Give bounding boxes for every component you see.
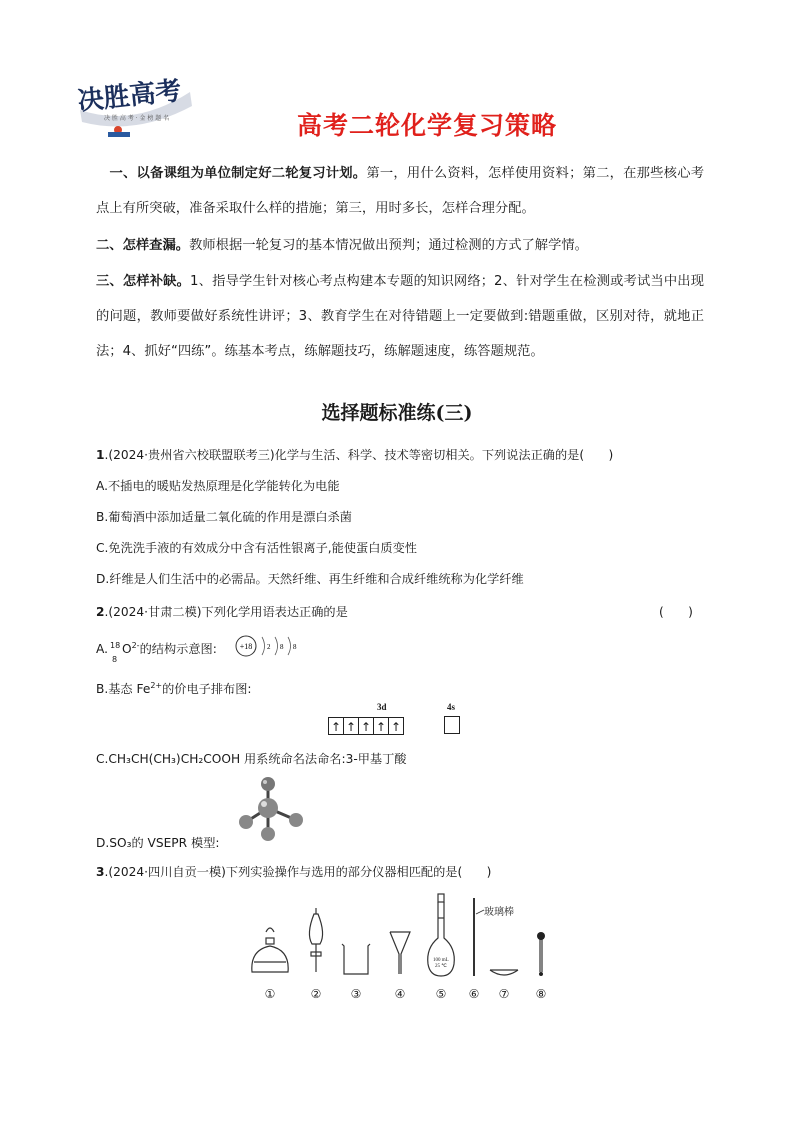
apparatus-number-2: ②	[310, 987, 322, 1001]
shell-3-electrons: 8	[293, 643, 297, 651]
apparatus-number-6: ⑥	[468, 987, 480, 1001]
orbital-box: ↑	[388, 717, 404, 735]
apparatus-number-4: ④	[394, 987, 406, 1001]
glass-rod-label: 玻璃棒	[484, 907, 514, 918]
beaker-icon	[342, 944, 370, 974]
shell-2-electrons: 8	[280, 643, 284, 651]
orbital-box: ↑	[328, 717, 344, 735]
orbital-box: ↑	[373, 717, 389, 735]
funnel-icon	[390, 932, 410, 974]
flask-temp-label: 25 ℃	[435, 964, 447, 969]
orbital-box: ↑	[343, 717, 359, 735]
strategy-paragraph-2: 二、怎样查漏。教师根据一轮复习的基本情况做出预判；通过检测的方式了解学情。	[96, 238, 588, 253]
flask-volume-label: 100 mL	[433, 958, 449, 963]
evaporating-dish-icon	[490, 970, 518, 975]
atomic-structure-diagram	[234, 634, 306, 662]
section-title: 选择题标准练(三)	[321, 402, 473, 424]
apparatus-number-7: ⑦	[498, 987, 510, 1001]
apparatus-number-1: ①	[264, 987, 276, 1001]
lab-apparatus-figure	[244, 888, 554, 1008]
glass-rod-icon	[474, 898, 484, 976]
page-title: 高考二轮化学复习策略	[296, 111, 557, 140]
strategy-heading-3: 三、怎样补缺。	[96, 274, 191, 289]
orbital-3d-boxes	[329, 716, 404, 735]
strategy-paragraph-1: 一、以备课组为单位制定好二轮复习计划。第一，用什么资料，怎样使用资料；第二，在那些核心考点上有所突破，准备采取什么样的措施；第三，用时多长，怎样合理分配。	[96, 166, 705, 216]
separatory-funnel-icon	[309, 908, 322, 972]
strategy-paragraph-3: 三、怎样补缺。1、指导学生针对核心考点构建本专题的知识网络；2、针对学生在检测或考试当中出现的问题，教师要做好系统性讲评；3、教育学生在对待错题上一定要做到:错题重做，区别对待，就地正法；4、抓好“四练”。练基本考点，练解题技巧，练解题速度，练答题规范。	[96, 274, 705, 359]
orbital-diagram	[329, 702, 469, 738]
shell-1-electrons: 2	[267, 643, 271, 651]
orbital-4s-label: 4s	[447, 702, 456, 712]
question-1-option-d: D.纤维是人们生活中的必需品。天然纤维、再生纤维和合成纤维统称为化学纤维	[96, 572, 524, 586]
question-2-stem: 2.(2024·甘肃二模)下列化学用语表达正确的是	[96, 605, 348, 619]
orbital-box: ↑	[358, 717, 374, 735]
apparatus-number-8: ⑧	[535, 987, 547, 1001]
strategy-heading-1: 一、以备课组为单位制定好二轮复习计划。	[109, 166, 367, 181]
orbital-3d-label: 3d	[377, 702, 387, 712]
question-1-stem: 1.(2024·贵州省六校联盟联考三)化学与生活、科学、技术等密切相关。下列说法正确的是( )	[96, 448, 614, 462]
thermometer-icon	[540, 938, 542, 972]
question-1-option-a: A.不插电的暖贴发热原理是化学能转化为电能	[96, 479, 340, 493]
orbital-box	[444, 716, 460, 734]
apparatus-number-5: ⑤	[435, 987, 447, 1001]
question-1-option-c: C.免洗洗手液的有效成分中含有活性银离子,能使蛋白质变性	[96, 541, 417, 555]
svg-text:决 胜 高 考 · 金 榜 题 名: 决 胜 高 考 · 金 榜 题 名	[104, 115, 170, 122]
question-2-option-c: C.CH₃CH(CH₃)CH₂COOH 用系统命名法命名:3-甲基丁酸	[96, 752, 407, 766]
nucleus-label: +18	[239, 642, 253, 651]
question-2-option-a: A. 18 8 $O^{2-}$的结构示意图:	[96, 640, 217, 664]
question-2-option-d: D.SO₃的 VSEPR 模型:	[96, 836, 220, 850]
question-3-stem: 3.(2024·四川自贡一模)下列实验操作与选用的部分仪器相匹配的是( )	[96, 865, 492, 879]
question-2-option-b: B.基态 $Fe^{2+}$的价电子排布图:	[96, 680, 252, 696]
strategy-heading-2: 二、怎样查漏。	[96, 238, 190, 253]
question-1-option-b: B.葡萄酒中添加适量二氧化硫的作用是漂白杀菌	[96, 510, 352, 524]
question-2-answer-blank: ( )	[659, 605, 693, 619]
apparatus-number-3: ③	[350, 987, 362, 1001]
logo-text: 决胜高考	[76, 76, 183, 117]
vsepr-model-image	[226, 774, 316, 850]
orbital-4s-boxes	[445, 716, 460, 738]
alcohol-lamp-icon	[252, 928, 288, 972]
